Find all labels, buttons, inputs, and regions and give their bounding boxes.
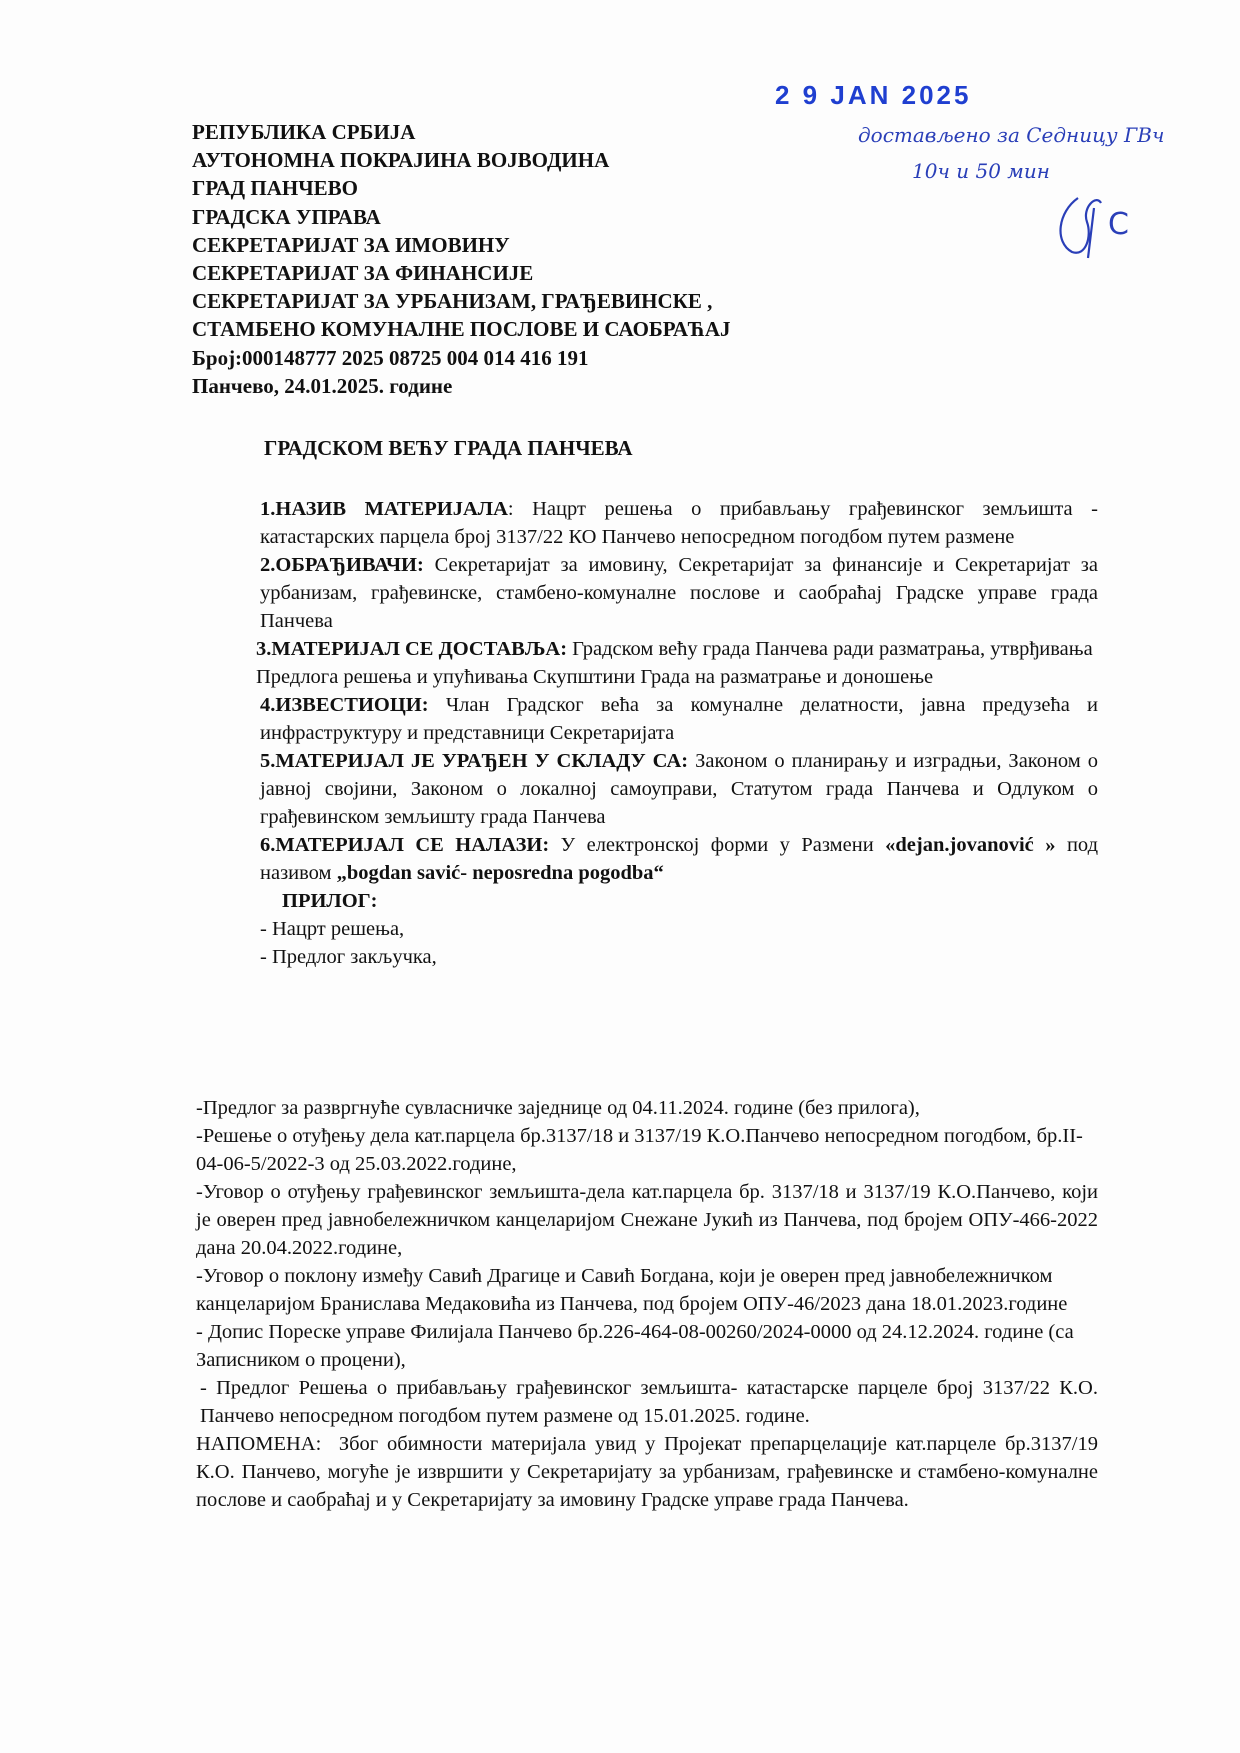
item-processors [260,551,1098,635]
exchange-name: «dejan.jovanović » [885,834,1056,856]
folder-name: „bogdan savić- neposredna pogodba“ [336,862,664,884]
item-label: 6.МАТЕРИЈАЛ СЕ НАЛАЗИ: [260,834,550,856]
item-label: 5.МАТЕРИЈАЛ ЈЕ УРАЂЕН У СКЛАДУ СА: [260,750,689,772]
attachments-list [196,1094,1098,1514]
item-label: 4.ИЗВЕСТИОЦИ: [260,694,429,716]
attachment-item: -Уговор о отуђењу грађевинског земљишта-дела кат.парцела бр. 3137/18 и 3137/19 К.О.Панчево, који је оверен пред јавнобележничком канцеларијом Снежане Јукић из Панчева, под бројем ОПУ-466-2022 дана 20.04.2022.године, [196,1181,1098,1259]
item-material-title: 1.НАЗИВ МАТЕРИЈАЛА: Нацрт решења о прибављању грађевинског земљишта - катастарских парцела број 3137/22 КО Панчево непосредном погодбом путем размене [260,498,1099,548]
signature-icon [1050,190,1140,260]
item-text: Градском већу града Панчева ради разматрања, утврђивања Предлога решења и упућивања Скупштини Града на разматрање и доношење [256,638,1093,688]
note-label: НАПОМЕНА: [196,1433,322,1455]
item-text: Члан Градског већа за комуналне делатности, јавна предузећа и инфраструктуру и представници Секретаријата [260,694,1098,744]
item-text: Законом о планирању и изградњи, Законом о јавној својини, Законом о локалној самоуправи, Статутом града Панчева и Одлуком о грађевинском земљишту града Панчева [260,750,1099,828]
attachment-item: -Предлог за развргнуће сувласничке заједнице од 04.11.2024. године (без прилога), [196,1097,920,1119]
item-label: 1.НАЗИВ МАТЕРИЈАЛА [260,498,508,520]
item-text: У електронској форми у Размени [560,834,874,856]
item-rapporteurs [260,691,1098,747]
attachment-item: -Решење о отуђењу дела кат.парцела бр.3137/18 и 3137/19 К.О.Панчево непосредном погодбом, бр.II-04-06-5/2022-3 од 25.03.2022.године, [196,1125,1083,1175]
header-line-province: АУТОНОМНА ПОКРАЈИНА ВОЈВОДИНА [192,148,610,173]
item-delivered-to [256,635,1098,691]
addressee: ГРАДСКОМ ВЕЋУ ГРАДА ПАНЧЕВА [264,436,633,460]
attachment-item: - Допис Пореске управе Филијала Панчево бр.226-464-08-00260/2024-0000 од 24.12.2024. године (са Записником о процени), [196,1321,1074,1371]
attachment-item: -Уговор о поклону између Савић Драгице и Савић Богдана, који је оверен пред јавнобележничком канцеларијом Бранислава Медаковића из Панчева, под бројем ОПУ-46/2023 дана 18.01.2023.године [196,1265,1068,1315]
note-paragraph [196,1430,1098,1514]
attachment-item: - Нацрт решења, [260,918,405,940]
item-text: Нацрт решења о прибављању грађевинског земљишта - катастарских парцела број 3137/22 КО Панчево непосредном погодбом путем размене [260,498,1099,548]
item-material-location: 6.МАТЕРИЈАЛ СЕ НАЛАЗИ: У електронској форми у Размени «dejan.jovanović » под називом „bogdan savić- neposredna pogodba“ [260,834,1098,884]
header-line-city: ГРАД ПАНЧЕВО [192,176,358,201]
document-body [256,495,1099,971]
received-date-stamp: 2 9 JAN 2025 [775,80,972,110]
signature-initial: С [1108,207,1129,242]
handwritten-note-line-1: достављено за Седницу ГВч [858,123,1165,147]
note-text: Због обимности материјала увид у Пројекат препарцелације кат.парцеле бр.3137/19 К.О. Панчево, могуће је извршити у Секретаријату за урбанизам, грађевинске и стамбено-комуналне послове и саобраћај и у Секретаријату за имовину Градске управе града Панчева. [196,1433,1098,1511]
attachment-item: - Предлог Решења о прибављању грађевинског земљишта- катастарске парцеле број 3137/22 К.О. Панчево непосредном погодбом путем размене од 15.01.2025. године. [200,1377,1098,1427]
item-text: Секретаријат за имовину, Секретаријат за финансије и Секретаријат за урбанизам, грађевинске, стамбено-комуналне послове и саобраћај Градске управе града Панчева [260,554,1099,632]
item-label: 2.ОБРАЂИВАЧИ: [260,554,424,576]
item-legal-basis [260,747,1098,831]
document-header [192,118,731,400]
document-number: Број:000148777 2025 08725 004 014 416 191 [192,345,589,370]
header-line-secretariat-urbanism: СЕКРЕТАРИЈАТ ЗА УРБАНИЗАМ, ГРАЂЕВИНСКЕ , [192,289,713,314]
header-line-secretariat-property: СЕКРЕТАРИЈАТ ЗА ИМОВИНУ [192,232,510,257]
header-line-secretariat-finance: СЕКРЕТАРИЈАТ ЗА ФИНАНСИЈЕ [192,261,534,286]
header-line-administration: ГРАДСКА УПРАВА [192,204,381,229]
attachments-title: ПРИЛОГ: [282,890,378,912]
attachment-item: - Предлог закључка, [260,946,437,968]
handwritten-note-line-2: 10ч и 50 мин [912,159,1050,183]
item-label: 3.МАТЕРИЈАЛ СЕ ДОСТАВЉА: [256,638,568,660]
header-line-republic: РЕПУБЛИКА СРБИЈА [192,120,416,144]
document-date: Панчево, 24.01.2025. године [192,373,453,398]
header-line-secretariat-urbanism-cont: СТАМБЕНО КОМУНАЛНЕ ПОСЛОВЕ И САОБРАЋАЈ [192,317,731,342]
